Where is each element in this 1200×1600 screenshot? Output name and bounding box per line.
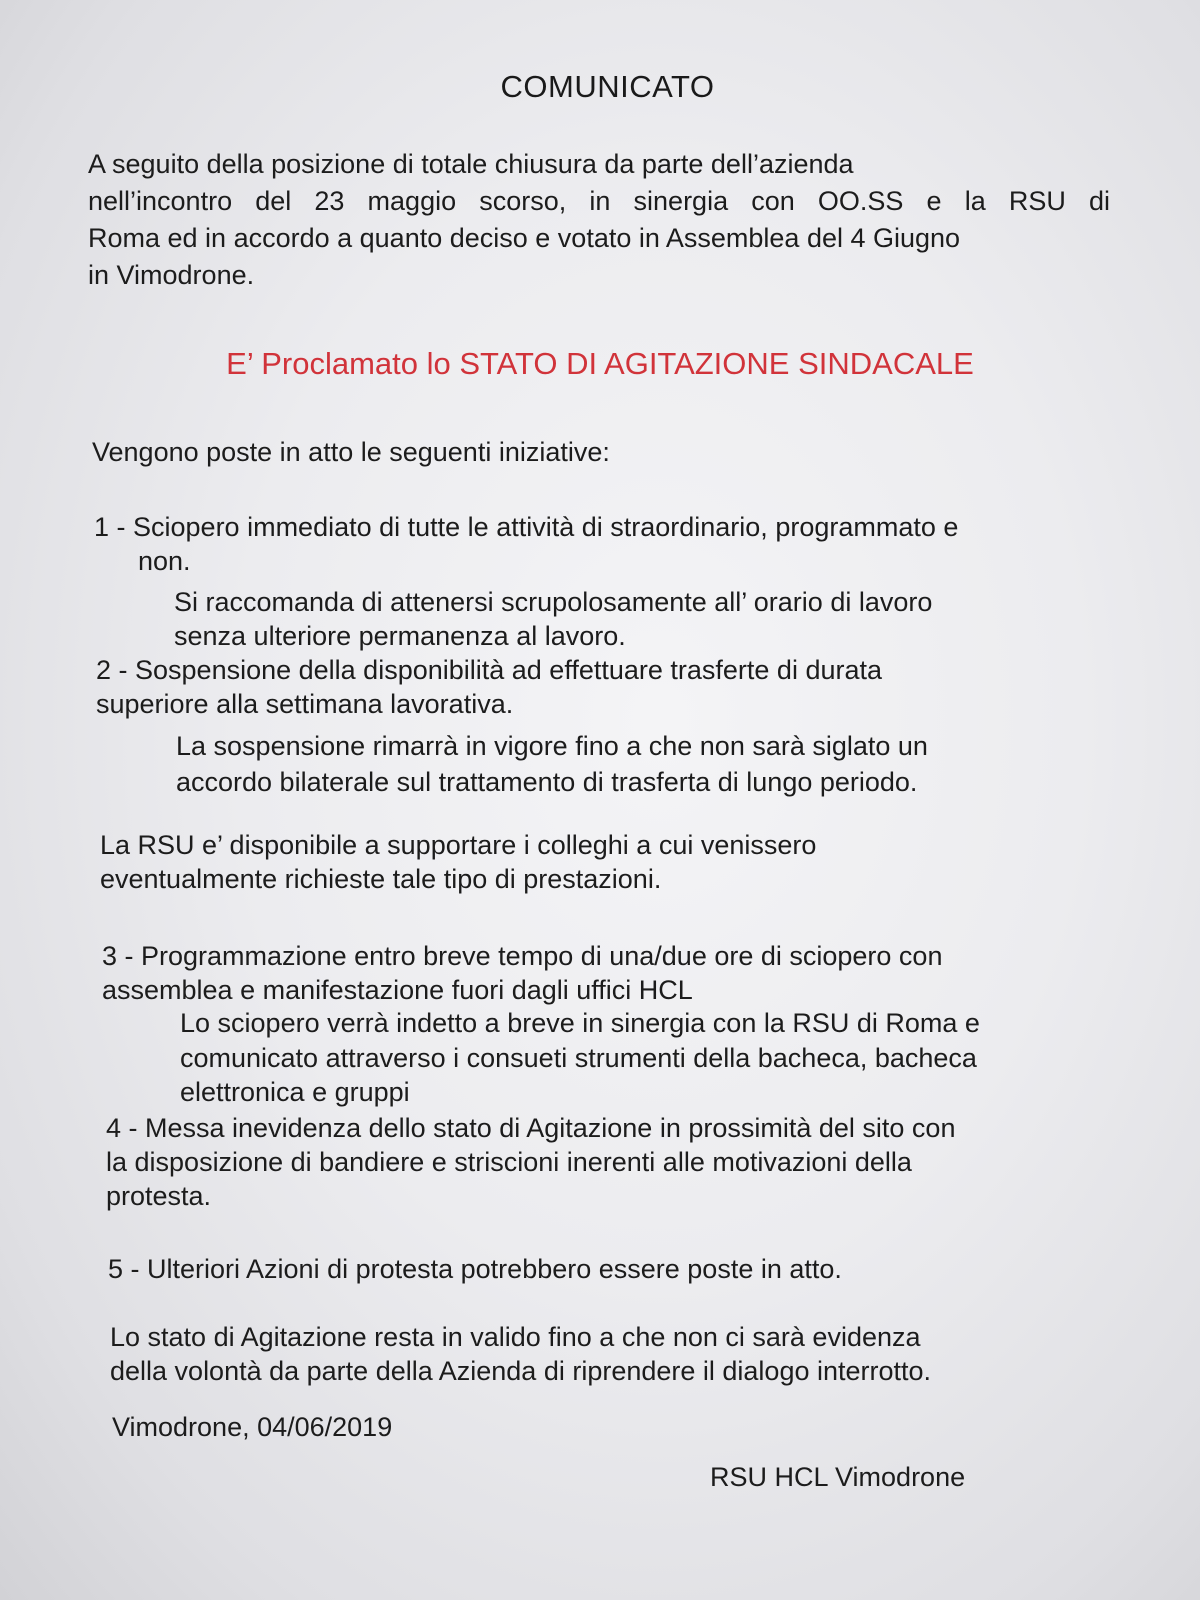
- item-3-note: elettronica e gruppi: [180, 1077, 410, 1107]
- item-4-line: la disposizione di bandiere e striscioni inerenti alle motivazioni della: [106, 1147, 912, 1177]
- closing-line: della volontà da parte della Azienda di riprendere il dialogo interrotto.: [110, 1356, 932, 1386]
- item-3-line: assemblea e manifestazione fuori dagli uffici HCL: [102, 975, 693, 1005]
- intro-line: nell’incontro del 23 maggio scorso, in sinergia con OO.SS e la RSU di: [88, 186, 1110, 216]
- proclamation-heading: E’ Proclamato lo STATO DI AGITAZIONE SINDACALE: [226, 346, 974, 381]
- item-1-line: non.: [138, 546, 191, 576]
- item-2-note: accordo bilaterale sul trattamento di trasferta di lungo periodo.: [176, 767, 918, 797]
- item-2-note: La sospensione rimarrà in vigore fino a che non sarà siglato un: [176, 731, 928, 761]
- item-1-note: senza ulteriore permanenza al lavoro.: [174, 621, 626, 651]
- intro-line: A seguito della posizione di totale chiusura da parte dell’azienda: [88, 149, 854, 179]
- item-5-line: 5 - Ulteriori Azioni di protesta potrebbero essere poste in atto.: [108, 1254, 842, 1284]
- signature: RSU HCL Vimodrone: [710, 1462, 966, 1492]
- item-4-line: protesta.: [106, 1181, 212, 1211]
- closing-line: Lo stato di Agitazione resta in valido fino a che non ci sarà evidenza: [110, 1322, 921, 1352]
- place-date: Vimodrone, 04/06/2019: [112, 1412, 393, 1442]
- item-2-line: superiore alla settimana lavorativa.: [96, 689, 514, 719]
- item-2-line: 2 - Sospensione della disponibilità ad effettuare trasferte di durata: [96, 655, 883, 685]
- initiatives-heading: Vengono poste in atto le seguenti iniziative:: [92, 437, 610, 467]
- rsu-support-line: eventualmente richieste tale tipo di prestazioni.: [100, 864, 662, 894]
- item-1-note: Si raccomanda di attenersi scrupolosamente all’ orario di lavoro: [174, 587, 933, 617]
- item-3-line: 3 - Programmazione entro breve tempo di una/due ore di sciopero con: [102, 941, 943, 971]
- document-title: COMUNICATO: [500, 69, 715, 104]
- item-1-line: 1 - Sciopero immediato di tutte le attività di straordinario, programmato e: [94, 512, 959, 542]
- item-4-line: 4 - Messa inevidenza dello stato di Agitazione in prossimità del sito con: [106, 1113, 956, 1143]
- rsu-support-line: La RSU e’ disponibile a supportare i colleghi a cui venissero: [100, 830, 817, 860]
- intro-line: Roma ed in accordo a quanto deciso e votato in Assemblea del 4 Giugno: [88, 223, 961, 253]
- item-3-note: comunicato attraverso i consueti strumenti della bacheca, bacheca: [180, 1043, 977, 1073]
- item-3-note: Lo sciopero verrà indetto a breve in sinergia con la RSU di Roma e: [180, 1008, 980, 1038]
- intro-line: in Vimodrone.: [88, 260, 255, 290]
